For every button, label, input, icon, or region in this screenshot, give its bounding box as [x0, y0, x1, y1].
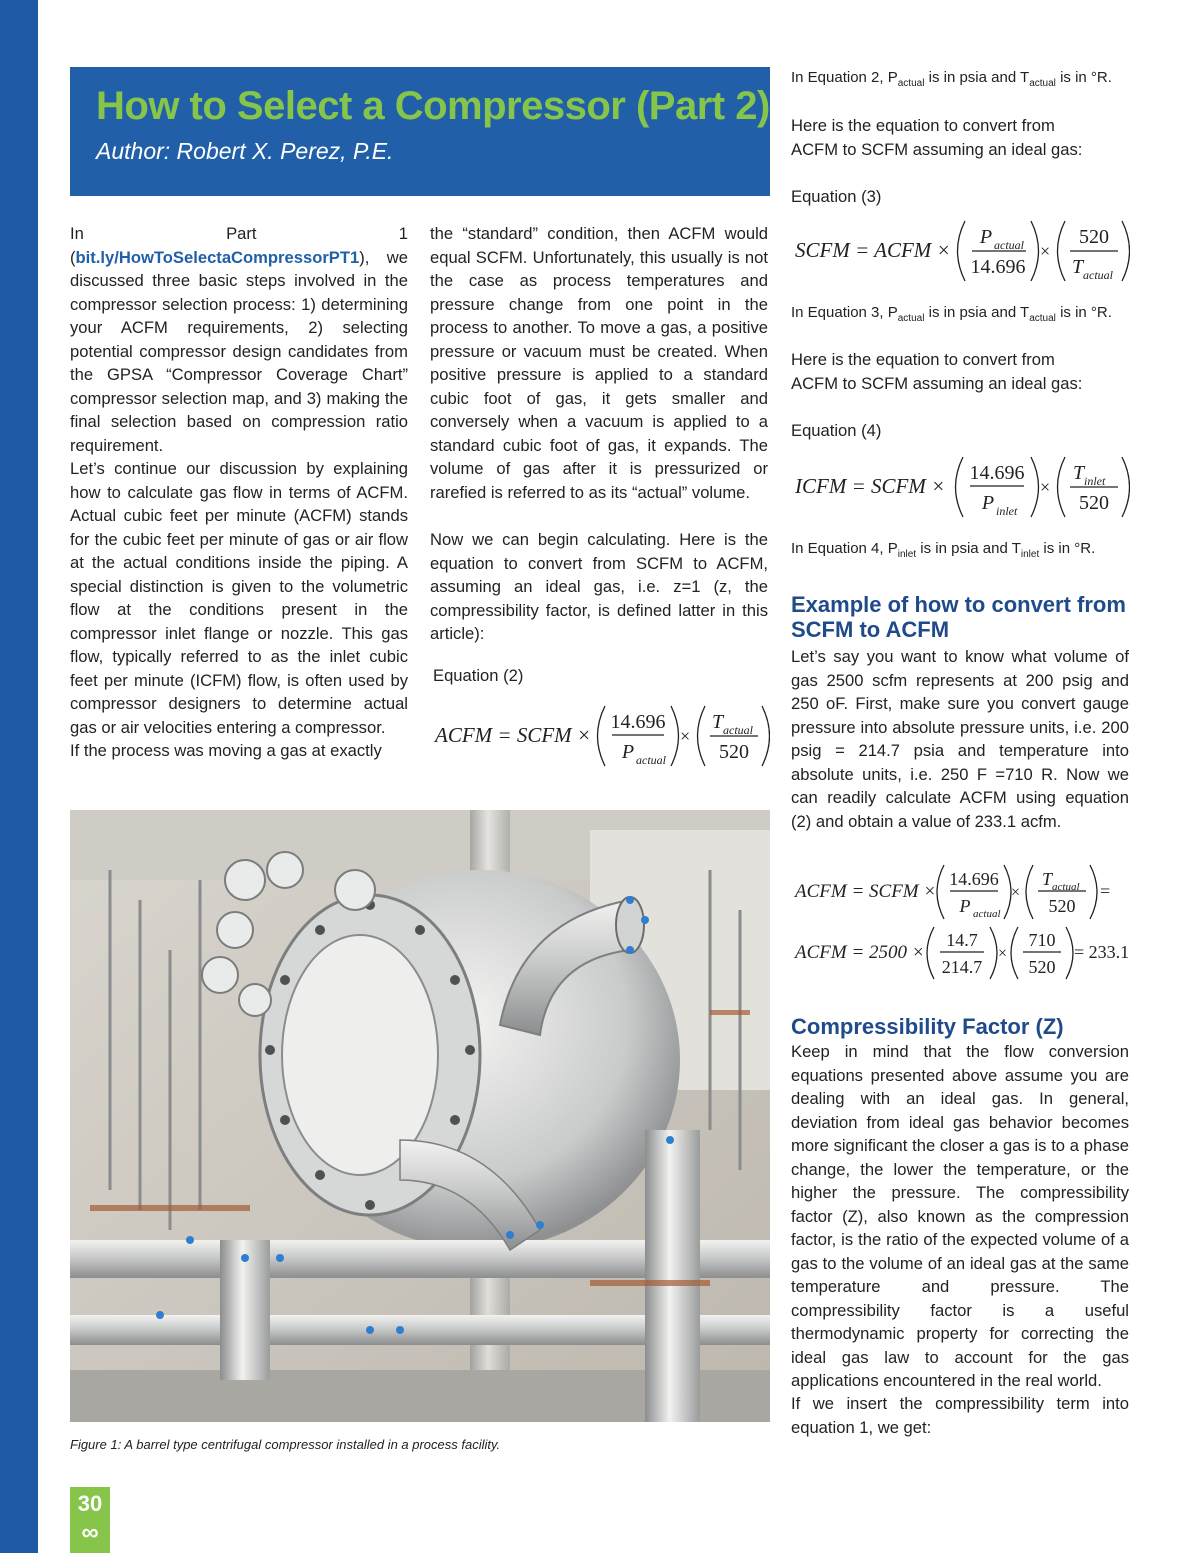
compressibility-paragraph-1: Keep in mind that the flow conversion equations presented above assume you are dealing with an ideal gas. In general, deviation from ideal gas behavior becomes more significant the closer a gas is to a phase change, the lower the temperature, or the higher the pressure. The compressibility factor (Z), also known as the compression factor, is the ratio of the expected volume of a gas to the volume of an ideal gas at the same temperature and pressure. The compressibility factor is a useful thermodynamic property for correcting the ideal gas law to account for the gas applications encountered in the real world.	[791, 1042, 1129, 1390]
ex2-paren-open-1	[927, 927, 934, 979]
compressor-photo	[70, 810, 770, 1422]
eq4-numerator-2-sub: inlet	[1084, 474, 1106, 488]
note3-sub-1: actual	[897, 313, 925, 324]
equation-3	[790, 213, 1130, 289]
equation-2-note	[791, 68, 1112, 94]
eq4-times: ×	[1040, 477, 1051, 497]
ex1-numerator-2: T	[1042, 869, 1053, 889]
eq2-numerator-1: 14.696	[610, 711, 666, 733]
ex2-times: ×	[998, 945, 1008, 962]
left-accent-bar	[0, 0, 38, 1553]
eq4-lhs: ICFM = SCFM ×	[795, 474, 946, 498]
eq4-denominator-1: P	[981, 492, 995, 514]
note3-text-c: is in °R.	[1055, 304, 1112, 321]
col1-paragraph-2: Let’s continue our discussion by explaining how to calculate gas flow in terms of ACFM. Actual cubic feet per minute (ACFM) stands for the cubic feet per minute of gas or air flow at the actual conditions inside the piping. A special distinction is given to the volumetric flow at the conditions present in the compressor inlet flange or nozzle. This gas flow, typically referred to as the inlet cubic feet per minute (ICFM) flow, is often used by compressor designers to determine actual gas or air velocities entering a compressor.	[70, 459, 408, 737]
equation-2-label: Equation (2)	[433, 666, 524, 685]
note2-text-b: is in psia and T	[924, 69, 1030, 86]
ex2-result: = 233.1	[1074, 942, 1130, 962]
col1-paragraph-1	[70, 222, 408, 457]
ex2-denominator-1: 214.7	[941, 957, 983, 977]
compressibility-paragraph-2: If we insert the compressibility term into equation 1, we get:	[791, 1394, 1129, 1437]
ex2-denominator-2: 520	[1028, 957, 1056, 977]
eq4-paren-close-2	[1122, 457, 1130, 517]
eq3-denominator-2: T	[1072, 256, 1084, 278]
note2-text-c: is in °R.	[1055, 69, 1112, 86]
ex1-paren-close-1	[1004, 865, 1011, 919]
equation-2	[430, 698, 770, 774]
article-author: Author: Robert X. Perez, P.E.	[96, 138, 394, 164]
note2-sub-2: actual	[1029, 78, 1056, 89]
page-number-box	[70, 1487, 110, 1553]
eq4-denominator-2: 520	[1079, 492, 1109, 514]
page-number: 30	[77, 1491, 103, 1516]
ex1-denominator-1: P	[959, 896, 971, 916]
example-equations	[790, 855, 1135, 990]
eq2-paren-close-2	[762, 706, 770, 766]
eq3-denominator-1: 14.696	[970, 256, 1026, 278]
eq3-numerator-1: P	[979, 226, 993, 248]
ex1-numerator-2-sub: actual	[1052, 881, 1080, 893]
note3-text-b: is in psia and T	[924, 304, 1030, 321]
ex2-numerator-1: 14.7	[946, 930, 978, 950]
equation-4-intro: Here is the equation to convert from ACFM to SCFM assuming an ideal gas:	[791, 350, 1083, 393]
eq2-denominator-2: 520	[719, 741, 749, 763]
eq3-paren-open-1	[958, 221, 966, 281]
equation-3-note	[791, 303, 1112, 329]
infinity-icon: ∞	[81, 1519, 99, 1546]
ex2-paren-close-2	[1066, 927, 1073, 979]
ex1-denominator-2: 520	[1048, 896, 1076, 916]
eq3-lhs: SCFM = ACFM ×	[795, 238, 951, 262]
compressibility-heading: Compressibility Factor (Z)	[791, 1014, 1064, 1039]
eq4-denominator-1-sub: inlet	[996, 504, 1018, 518]
note2-text-a: In Equation 2, P	[791, 69, 898, 86]
ex1-lhs: ACFM = SCFM ×	[795, 881, 937, 902]
ex1-numerator-1: 14.696	[949, 869, 999, 889]
ex2-numerator-2: 710	[1028, 930, 1056, 950]
eq4-numerator-2: T	[1073, 462, 1085, 484]
eq3-numerator-2: 520	[1079, 226, 1109, 248]
equation-3-intro: Here is the equation to convert from ACFM to SCFM assuming an ideal gas:	[791, 116, 1083, 159]
eq3-times: ×	[1040, 241, 1051, 261]
eq4-paren-open-1	[956, 457, 964, 517]
ex2-paren-close-1	[990, 927, 997, 979]
ex2-paren-open-2	[1011, 927, 1018, 979]
ex1-times: ×	[1011, 884, 1021, 901]
eq2-numerator-2-sub: actual	[723, 723, 753, 737]
col1-paragraph-3: If the process was moving a gas at exactly	[70, 741, 382, 760]
eq3-paren-close-1	[1031, 221, 1039, 281]
figure-caption: Figure 1: A barrel type centrifugal compressor installed in a process facility.	[70, 1437, 501, 1452]
eq3-paren-close-2	[1122, 221, 1130, 281]
equation-4-note	[791, 539, 1095, 565]
note3-text-a: In Equation 3, P	[791, 304, 898, 321]
example-heading: Example of how to convert from SCFM to ACFM	[791, 592, 1126, 642]
eq2-paren-open-1	[598, 706, 606, 766]
eq4-paren-open-2	[1058, 457, 1066, 517]
eq2-times: ×	[680, 726, 691, 746]
ex1-denominator-1-sub: actual	[973, 908, 1001, 920]
eq2-numerator-2: T	[712, 711, 724, 733]
equation-4	[790, 449, 1130, 525]
part1-link[interactable]: bit.ly/HowToSelectaCompressorPT1	[75, 247, 360, 267]
col1-p1-text-rest: ), we discussed three basic steps involved in the compressor selection process: 1) determining your ACFM requirements, 2) selecting potential compressor design candidates from the GPSA “Compressor Coverage Chart” compressor selection map, and 3) making the final selection based on compression ratio requirement.	[70, 247, 408, 455]
ex2-lhs: ACFM = 2500 ×	[795, 942, 925, 963]
col2-paragraph-1: the “standard” condition, then ACFM would equal SCFM. Unfortunately, this usually is not the case as process temperatures and pressure change from one point in the process to another. To move a gas, a positive pressure or vacuum must be created. When positive pressure is applied to a standard cubic foot of gas, it gets smaller and conversely when a vacuum is applied to a standard cubic foot of gas, it expands. The volume of gas after it is pressurized or rarefied is referred to as its “actual” volume.	[430, 224, 768, 502]
note2-sub-1: actual	[897, 78, 925, 89]
note4-sub-2: inlet	[1020, 549, 1040, 560]
title-banner	[70, 67, 770, 196]
note3-sub-2: actual	[1029, 313, 1056, 324]
eq3-denominator-2-sub: actual	[1083, 268, 1113, 282]
note4-sub-1: inlet	[897, 549, 917, 560]
col2-paragraph-2: Now we can begin calculating. Here is the equation to convert from SCFM to ACFM, assuming an ideal gas, i.e. z=1 (z, the compressibility factor, is defined latter in this article):	[430, 530, 768, 643]
note4-text-a: In Equation 4, P	[791, 540, 898, 557]
equation-4-label: Equation (4)	[791, 421, 882, 440]
eq3-numerator-1-sub: actual	[994, 238, 1024, 252]
note4-text-c: is in °R.	[1039, 540, 1096, 557]
ex1-paren-open-1	[937, 865, 944, 919]
equation-3-label: Equation (3)	[791, 187, 882, 206]
eq3-paren-open-2	[1058, 221, 1066, 281]
eq2-paren-close-1	[671, 706, 679, 766]
eq2-denominator-1-sub: actual	[636, 753, 666, 767]
eq2-paren-open-2	[698, 706, 706, 766]
ex1-paren-close-2	[1090, 865, 1097, 919]
article-title: How to Select a Compressor (Part 2)	[96, 84, 770, 128]
eq2-lhs: ACFM = SCFM ×	[435, 723, 592, 747]
ex1-paren-open-2	[1026, 865, 1033, 919]
example-paragraph: Let’s say you want to know what volume of gas 2500 scfm represents at 200 psig and 250 oF. First, make sure you convert gauge pressure into absolute pressure units, i.e. 200 psig = 214.7 psia and temperature into absolute units, i.e. 250 F =710 R. Now we can readily calculate ACFM using equation (2) and obtain a value of 233.1 acfm.	[791, 647, 1129, 831]
note4-text-b: is in psia and T	[916, 540, 1021, 557]
ex1-equals: =	[1100, 881, 1111, 901]
eq4-paren-close-1	[1031, 457, 1039, 517]
eq2-denominator-1: P	[621, 741, 635, 763]
col1-p1-text-start: In Part 1 (	[70, 224, 408, 267]
eq4-numerator-1: 14.696	[969, 462, 1025, 484]
